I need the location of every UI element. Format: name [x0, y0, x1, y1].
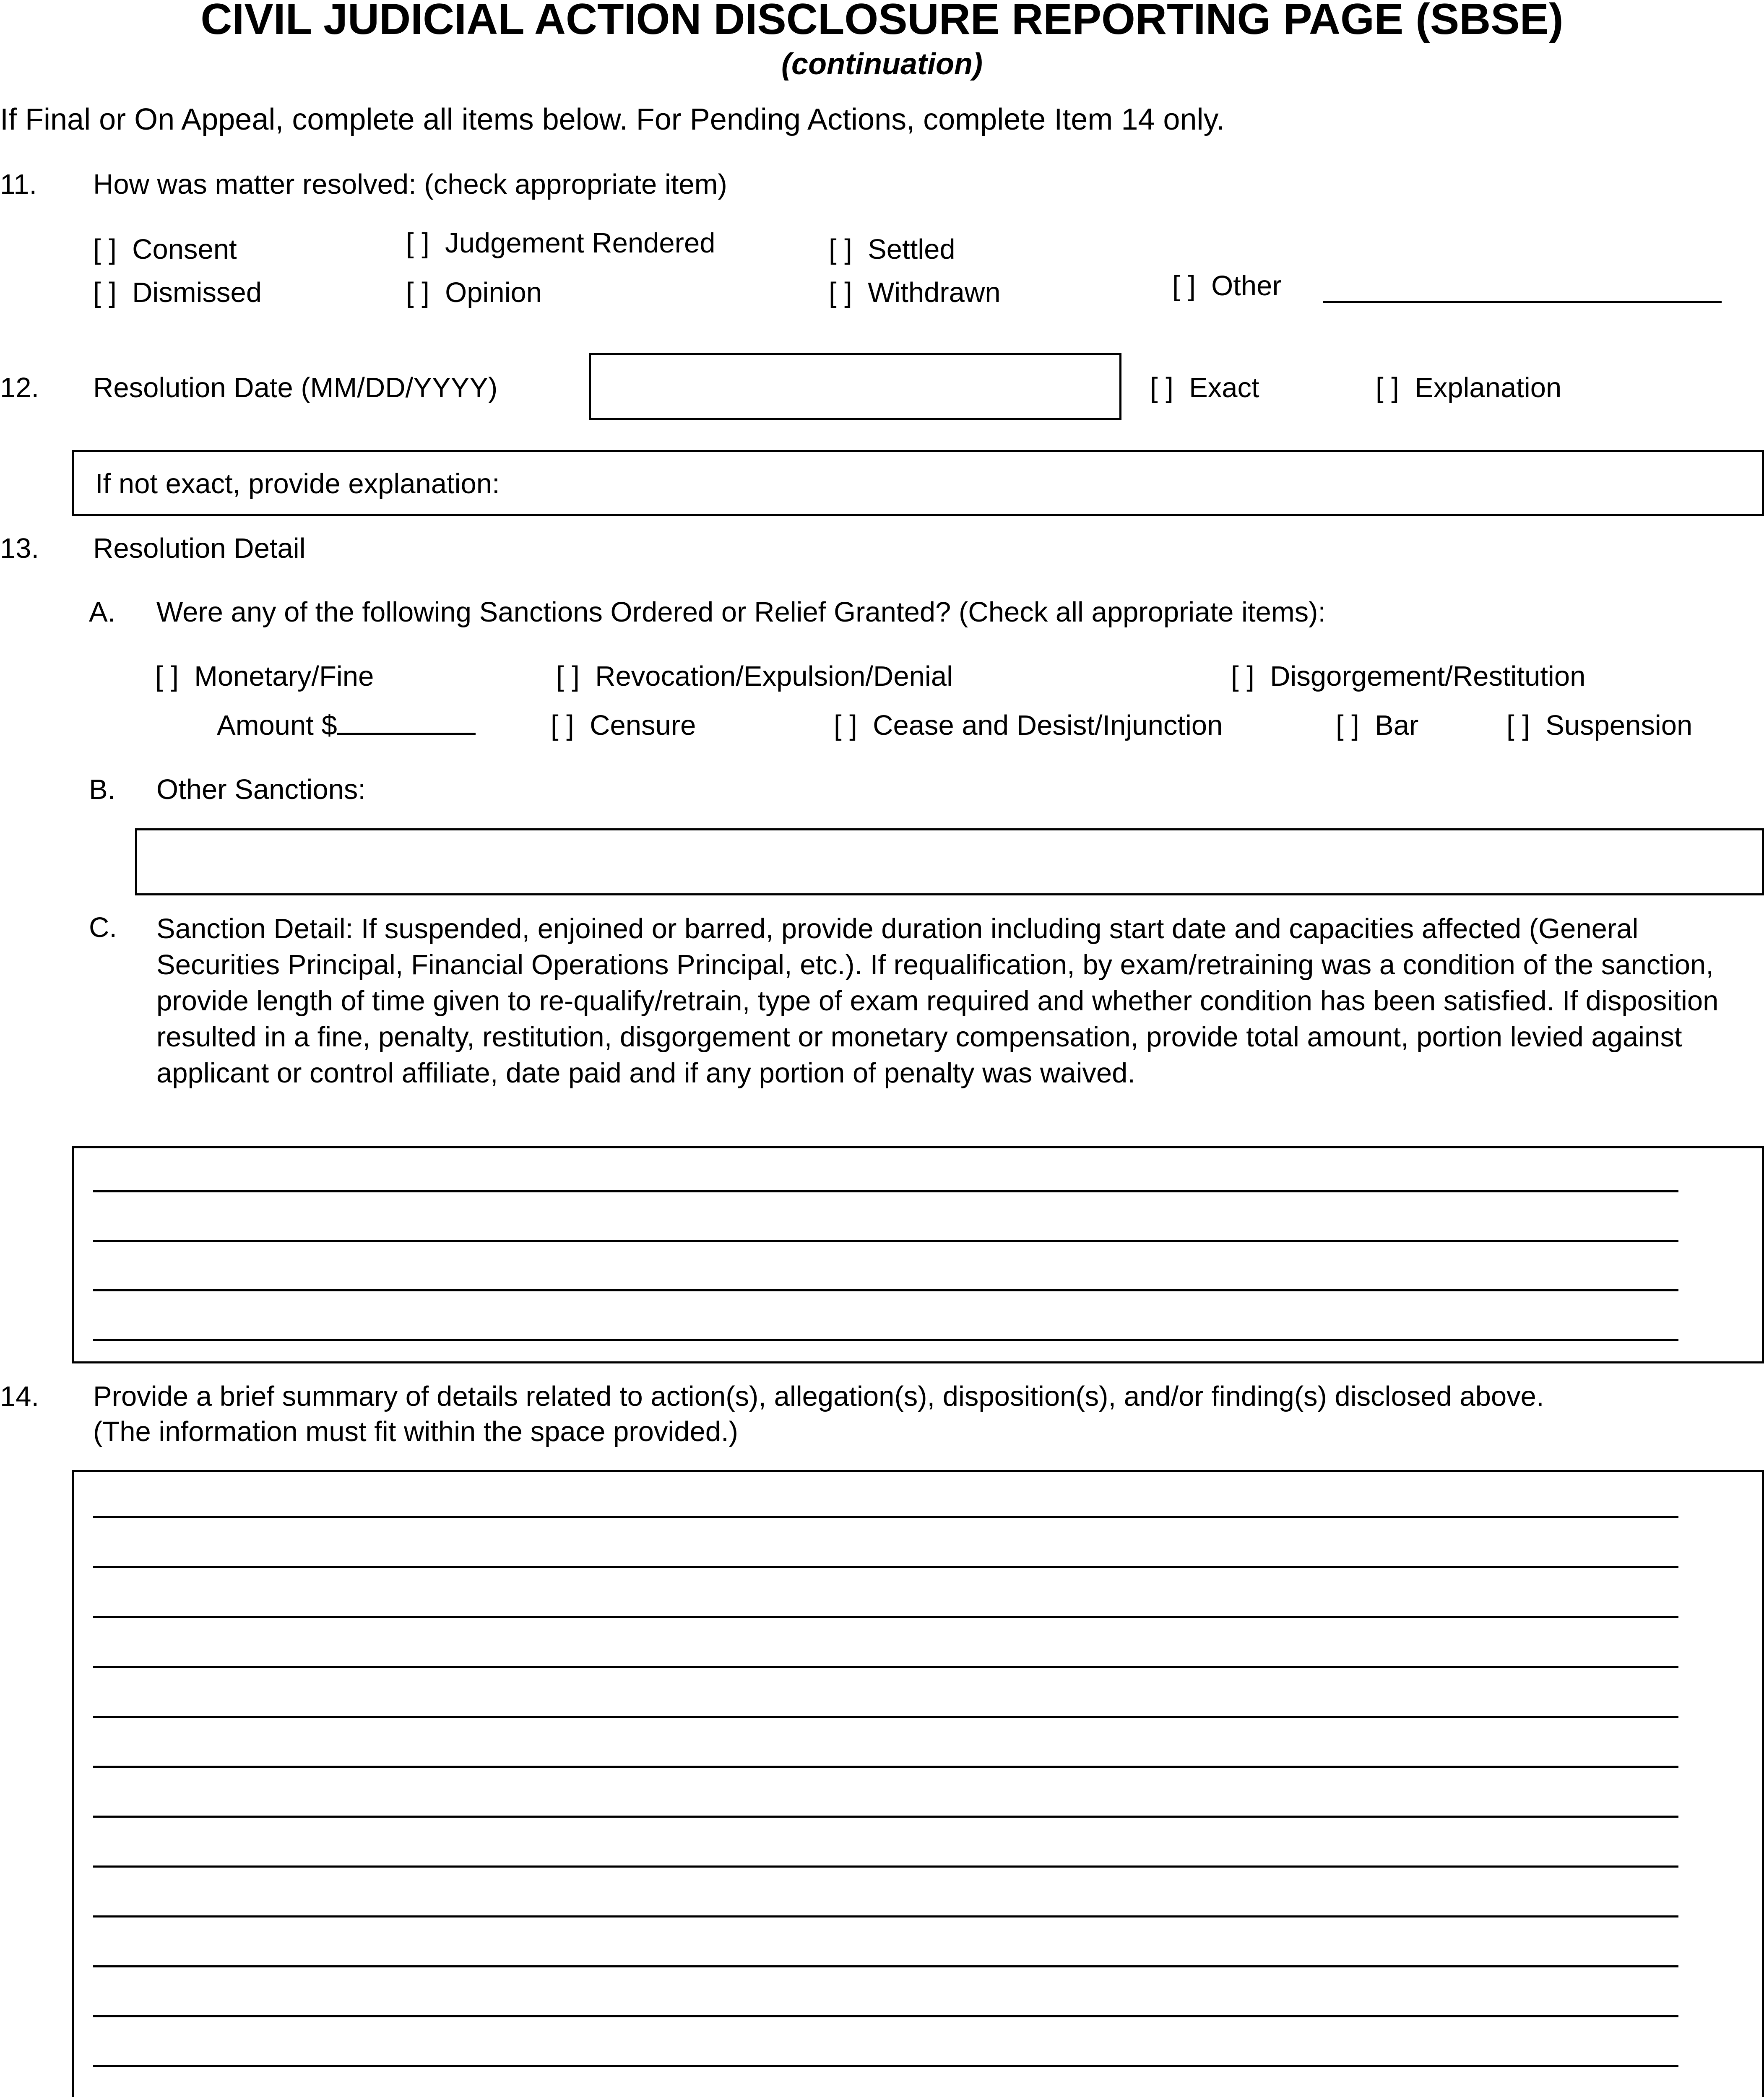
checkbox[interactable]: [ ]: [155, 661, 179, 692]
disgorgement-option[interactable]: [1231, 660, 1585, 693]
writing-line[interactable]: [93, 1190, 1678, 1192]
monetary-fine-option[interactable]: [155, 660, 374, 693]
amount-input-line[interactable]: [337, 709, 476, 735]
judgement-rendered-label: Judgement Rendered: [445, 227, 715, 259]
instructions-text: If Final or On Appeal, complete all items below. For Pending Actions, complete Item 14 only.: [0, 103, 1225, 136]
exact-label: Exact: [1189, 372, 1259, 403]
resolution-detail-label: Resolution Detail: [93, 533, 306, 564]
item-13c-letter: C.: [89, 912, 117, 943]
exact-option[interactable]: [1150, 371, 1259, 405]
writing-line[interactable]: [93, 1240, 1678, 1242]
explanation-box-label: If not exact, provide explanation:: [95, 468, 500, 500]
item-13a-letter: A.: [89, 596, 116, 628]
page-subtitle: (continuation): [781, 47, 983, 81]
checkbox[interactable]: [ ]: [1336, 710, 1359, 741]
writing-line[interactable]: [93, 1566, 1678, 1568]
consent-label: Consent: [132, 234, 237, 265]
censure-option[interactable]: [551, 709, 696, 742]
opinion-label: Opinion: [445, 277, 542, 308]
suspension-option[interactable]: [1506, 709, 1692, 742]
revocation-option[interactable]: [556, 660, 953, 693]
checkbox[interactable]: [ ]: [829, 234, 852, 265]
bar-label: Bar: [1375, 710, 1419, 741]
settled-option[interactable]: [829, 233, 955, 266]
other-label: Other: [1211, 270, 1282, 302]
item-11-question: How was matter resolved: (check appropriate item): [93, 169, 727, 200]
judgement-rendered-option[interactable]: [406, 226, 715, 260]
disgorgement-label: Disgorgement/Restitution: [1270, 661, 1586, 692]
summary-box[interactable]: [72, 1470, 1764, 2097]
dismissed-label: Dismissed: [132, 277, 262, 308]
other-option[interactable]: [1172, 269, 1282, 303]
withdrawn-option[interactable]: [829, 276, 1001, 310]
writing-line[interactable]: [93, 1616, 1678, 1618]
sanction-detail-box[interactable]: [72, 1146, 1764, 1363]
consent-option[interactable]: [93, 233, 237, 266]
censure-label: Censure: [590, 710, 696, 741]
amount-field: [217, 709, 476, 742]
explanation-label: Explanation: [1415, 372, 1562, 403]
writing-line[interactable]: [93, 1289, 1678, 1291]
checkbox[interactable]: [ ]: [406, 277, 429, 308]
other-sanctions-input[interactable]: [135, 828, 1764, 895]
summary-constraint: (The information must fit within the space provided.): [93, 1416, 738, 1447]
summary-instruction: Provide a brief summary of details related to action(s), allegation(s), disposition(s), and/or finding(s) disclosed above.: [93, 1381, 1544, 1412]
settled-label: Settled: [868, 234, 955, 265]
writing-line[interactable]: [93, 2015, 1678, 2017]
amount-label: Amount $: [217, 710, 337, 741]
writing-line[interactable]: [93, 1766, 1678, 1768]
item-12-number: 12.: [0, 372, 39, 403]
writing-line[interactable]: [93, 1816, 1678, 1818]
other-input-line[interactable]: [1323, 301, 1722, 303]
item-13-number: 13.: [0, 533, 39, 564]
item-14-number: 14.: [0, 1381, 39, 1412]
checkbox[interactable]: [ ]: [1376, 372, 1399, 403]
checkbox[interactable]: [ ]: [556, 661, 580, 692]
checkbox[interactable]: [ ]: [1506, 710, 1530, 741]
writing-line[interactable]: [93, 1516, 1678, 1518]
checkbox[interactable]: [ ]: [1150, 372, 1173, 403]
checkbox[interactable]: [ ]: [93, 277, 117, 308]
resolution-date-label: Resolution Date (MM/DD/YYYY): [93, 372, 498, 403]
checkbox[interactable]: [ ]: [1172, 270, 1196, 302]
explanation-box[interactable]: [72, 450, 1764, 516]
resolution-date-input[interactable]: [589, 353, 1121, 420]
explanation-option[interactable]: [1376, 371, 1561, 405]
sanction-detail-text: Sanction Detail: If suspended, enjoined or barred, provide duration including start date and capacities affected (General Securities Principal, Financial Operations Principal, etc.). If requalification, by exam/retraining was a condition of the sanction, provide length of time given to re-qualify/retrain, type of exam required and whether condition has been satisfied. If disposition resulted in a fine, penalty, restitution, disgorgement or monetary compensation, provide total amount, portion levied against applicant or control affiliate, date paid and if any portion of penalty was waived.: [156, 913, 1719, 1089]
revocation-label: Revocation/Expulsion/Denial: [595, 661, 953, 692]
checkbox[interactable]: [ ]: [551, 710, 574, 741]
page-title: CIVIL JUDICIAL ACTION DISCLOSURE REPORTING PAGE (SBSE): [200, 0, 1564, 44]
item-11-number: 11.: [0, 169, 37, 200]
bar-option[interactable]: [1336, 709, 1418, 742]
writing-line[interactable]: [93, 1339, 1678, 1341]
withdrawn-label: Withdrawn: [868, 277, 1001, 308]
writing-line[interactable]: [93, 1716, 1678, 1718]
writing-line[interactable]: [93, 1666, 1678, 1668]
other-sanctions-label: Other Sanctions:: [156, 774, 366, 805]
writing-line[interactable]: [93, 2065, 1678, 2067]
writing-line[interactable]: [93, 1915, 1678, 1917]
item-13b-letter: B.: [89, 774, 116, 805]
cease-desist-label: Cease and Desist/Injunction: [873, 710, 1223, 741]
checkbox[interactable]: [ ]: [93, 234, 117, 265]
monetary-fine-label: Monetary/Fine: [194, 661, 374, 692]
suspension-label: Suspension: [1545, 710, 1693, 741]
item-13a-question: Were any of the following Sanctions Ordered or Relief Granted? (Check all appropriate items):: [156, 596, 1326, 628]
checkbox[interactable]: [ ]: [829, 277, 852, 308]
checkbox[interactable]: [ ]: [1231, 661, 1254, 692]
checkbox[interactable]: [ ]: [406, 227, 429, 259]
writing-line[interactable]: [93, 1865, 1678, 1868]
checkbox[interactable]: [ ]: [834, 710, 857, 741]
writing-line[interactable]: [93, 1965, 1678, 1967]
cease-desist-option[interactable]: [834, 709, 1223, 742]
opinion-option[interactable]: [406, 276, 542, 310]
dismissed-option[interactable]: [93, 276, 262, 310]
